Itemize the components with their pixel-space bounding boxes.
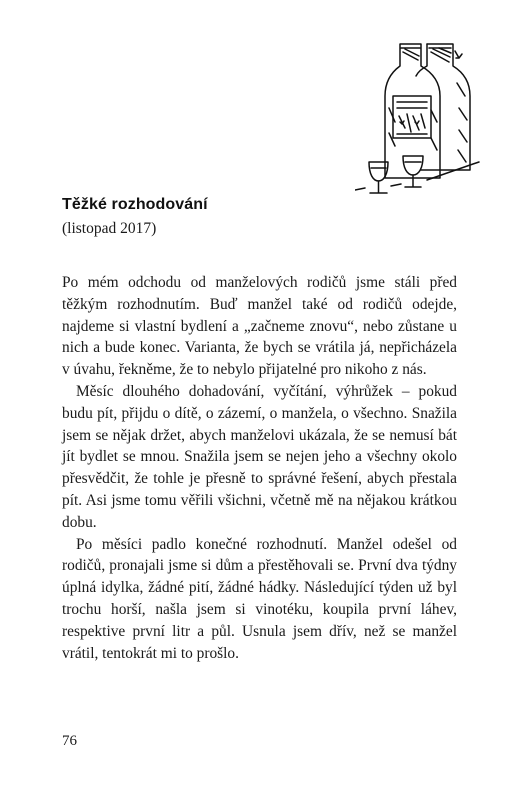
chapter-date: (listopad 2017) bbox=[62, 220, 157, 237]
page-number: 76 bbox=[62, 733, 77, 749]
wine-bottles-and-glasses-icon bbox=[355, 38, 480, 198]
paragraph: Po měsíci padlo konečné rozhodnutí. Manžel odešel od rodičů, pronajali jsme si dům a přestěhovali se. První dva týdny úplná idylka, žádné pití, žádné hádky. Následující týden už byl trochu horší, našla jsem si vinotéku, koupila první láhev, respektive první litr a půl. Usnula jsem dřív, než se manžel vrátil, tentokrát mi to prošlo. bbox=[62, 535, 457, 662]
paragraph: Po mém odchodu od manželových rodičů jsme stáli před těžkým rozhodnutím. Buď manžel také od rodičů odejde, najdeme si vlastní bydlení a „začneme znovu“, nebo zůstane u nich a bude konec. Varianta, že bych se vrátila já, nepřicházela v úvahu, řekněme, že to nebylo přijatelné pro nikoho z nás. bbox=[62, 274, 457, 379]
body-text bbox=[62, 272, 457, 664]
chapter-title: Těžké rozhodování bbox=[62, 196, 208, 213]
paragraph: Měsíc dlouhého dohadování, vyčítání, výhrůžek – pokud budu pít, přijdu o dítě, o zázemí, o manžela, o všechno. Snažila jsem se nějak držet, abych manželovi ukázala, že se nemusí bát jít bydlet se mnou. Snažila jsem se nejen jeho a všechny okolo přesvědčit, že tohle je přesně to správné řešení, abych přestala pít. Asi jsme tomu věřili všichni, včetně mě na nějakou krátkou dobu. bbox=[62, 382, 457, 531]
